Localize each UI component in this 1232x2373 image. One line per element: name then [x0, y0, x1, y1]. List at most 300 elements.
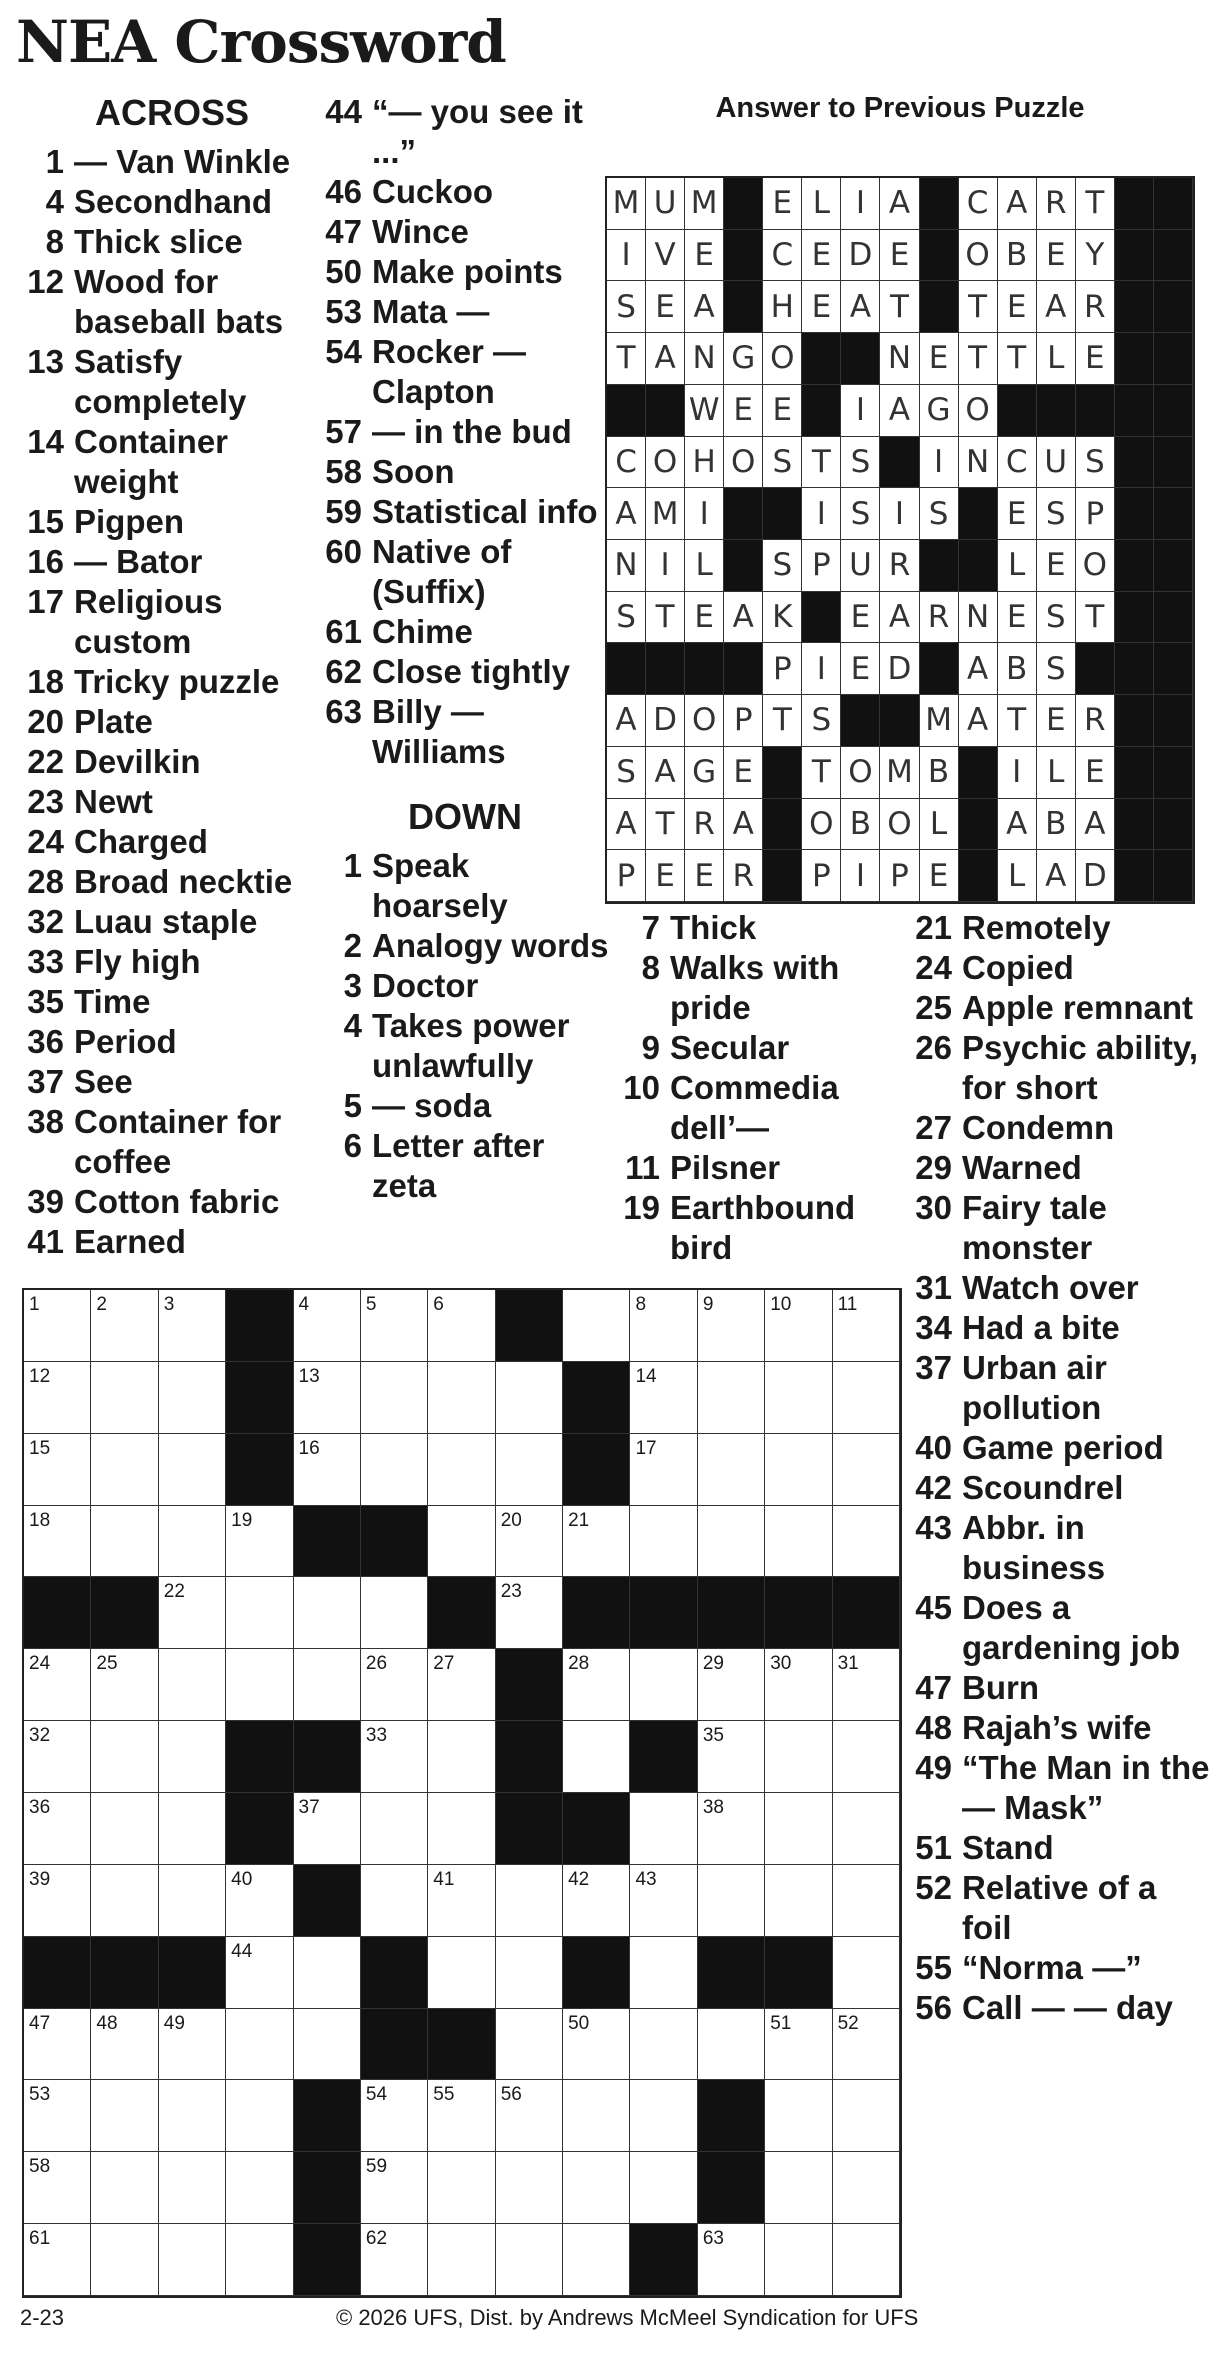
- grid-cell[interactable]: [226, 2080, 293, 2152]
- grid-cell[interactable]: [159, 1721, 226, 1793]
- grid-cell[interactable]: [496, 2152, 563, 2224]
- cell-number: 10: [770, 1294, 792, 1315]
- grid-cell[interactable]: [496, 1937, 563, 2009]
- answer-black-square: [763, 850, 802, 902]
- grid-cell[interactable]: [698, 1290, 765, 1362]
- grid-cell[interactable]: [563, 2080, 630, 2152]
- clue-text: Secular: [670, 1029, 790, 1066]
- grid-cell[interactable]: [159, 2152, 226, 2224]
- clue-number: 33: [27, 943, 64, 980]
- answer-cell: A: [998, 178, 1037, 230]
- answer-cell: I: [646, 540, 685, 592]
- answer-cell: A: [685, 281, 724, 333]
- down-clue: [618, 1148, 903, 1188]
- clue-number: 47: [325, 213, 362, 250]
- grid-cell[interactable]: [24, 1649, 91, 1721]
- answer-cell: N: [959, 437, 998, 489]
- clue-text: Cotton fabric: [74, 1183, 280, 1220]
- clue-number: 49: [915, 1749, 952, 1786]
- answer-black-square: [1115, 281, 1154, 333]
- grid-cell[interactable]: [563, 2152, 630, 2224]
- answer-cell: A: [607, 488, 646, 540]
- grid-cell[interactable]: [630, 1649, 697, 1721]
- grid-cell[interactable]: [226, 1865, 293, 1937]
- across-clue: [22, 1102, 322, 1182]
- grid-cell[interactable]: [833, 2224, 900, 2296]
- answer-cell: T: [959, 281, 998, 333]
- grid-cell[interactable]: [294, 1577, 361, 1649]
- grid-cell[interactable]: [765, 2080, 832, 2152]
- cell-number: 50: [568, 2012, 590, 2034]
- down-clue: [618, 1028, 903, 1068]
- cell-number: 38: [702, 1796, 724, 1818]
- across-clue: [320, 332, 610, 412]
- grid-cell[interactable]: [294, 1362, 361, 1434]
- grid-cell[interactable]: [765, 1649, 832, 1721]
- clue-text: Pigpen: [74, 503, 185, 540]
- grid-cell[interactable]: [159, 2009, 226, 2081]
- clue-text: Rajah’s wife: [962, 1709, 1152, 1746]
- cell-number: 2: [96, 1294, 107, 1315]
- grid-cell[interactable]: [91, 1865, 158, 1937]
- across-clue: [22, 262, 322, 342]
- clue-number: 18: [27, 663, 64, 700]
- answer-cell: I: [841, 385, 880, 437]
- clue-number: 63: [325, 693, 362, 730]
- answer-black-square: [1115, 385, 1154, 437]
- black-square: [698, 1937, 765, 2009]
- clue-text: Cuckoo: [372, 173, 494, 210]
- grid-cell[interactable]: [159, 1649, 226, 1721]
- grid-cell[interactable]: [24, 2152, 91, 2224]
- across-clue: [22, 1022, 322, 1062]
- grid-cell[interactable]: [765, 1362, 832, 1434]
- answer-black-square: [607, 643, 646, 695]
- grid-cell[interactable]: [294, 2009, 361, 2081]
- answer-black-square: [1154, 488, 1193, 540]
- down-clue: [618, 1068, 903, 1148]
- answer-black-square: [646, 643, 685, 695]
- grid-cell[interactable]: [765, 1721, 832, 1793]
- grid-cell[interactable]: [563, 2009, 630, 2081]
- grid-cell[interactable]: [428, 2080, 495, 2152]
- answer-black-square: [1154, 850, 1193, 902]
- grid-cell[interactable]: [833, 1362, 900, 1434]
- grid-cell[interactable]: [428, 1937, 495, 2009]
- grid-cell[interactable]: [496, 2224, 563, 2296]
- grid-cell[interactable]: [91, 1362, 158, 1434]
- grid-cell[interactable]: [91, 1434, 158, 1506]
- grid-cell[interactable]: [226, 1506, 293, 1578]
- grid-cell[interactable]: [361, 1290, 428, 1362]
- clue-number: 56: [915, 1989, 952, 2026]
- clue-number: 39: [27, 1183, 64, 1220]
- grid-cell[interactable]: [428, 1290, 495, 1362]
- grid-cell[interactable]: [294, 1937, 361, 2009]
- copyright: © 2026 UFS, Dist. by Andrews McMeel Syndication for UFS: [336, 2305, 919, 2330]
- clue-text: Period: [74, 1023, 177, 1060]
- grid-cell[interactable]: [698, 2009, 765, 2081]
- grid-cell[interactable]: [159, 1506, 226, 1578]
- grid-cell[interactable]: [294, 1434, 361, 1506]
- puzzle-title: NEA Crossword: [16, 8, 506, 76]
- grid-cell[interactable]: [563, 2224, 630, 2296]
- answer-cell: E: [724, 747, 763, 799]
- grid-cell[interactable]: [765, 1506, 832, 1578]
- across-clue: [320, 612, 610, 652]
- answer-cell: L: [802, 178, 841, 230]
- answer-cell: P: [607, 850, 646, 902]
- grid-cell[interactable]: [91, 1506, 158, 1578]
- grid-cell[interactable]: [361, 1793, 428, 1865]
- cell-number: 63: [702, 2228, 724, 2250]
- grid-cell[interactable]: [630, 1937, 697, 2009]
- grid-cell[interactable]: [159, 1362, 226, 1434]
- grid-cell[interactable]: [833, 2080, 900, 2152]
- answer-cell: I: [841, 850, 880, 902]
- grid-cell[interactable]: [833, 1937, 900, 2009]
- clue-number: 24: [915, 949, 952, 986]
- down-clue: [910, 1428, 1210, 1468]
- answer-cell: C: [607, 437, 646, 489]
- black-square: [361, 1937, 428, 2009]
- grid-cell[interactable]: [226, 2152, 293, 2224]
- grid-cell[interactable]: [91, 1649, 158, 1721]
- grid-cell[interactable]: [698, 1721, 765, 1793]
- grid-cell[interactable]: [496, 1434, 563, 1506]
- answer-black-square: [724, 230, 763, 282]
- grid-cell[interactable]: [361, 1649, 428, 1721]
- answer-cell: C: [998, 437, 1037, 489]
- clue-number: 26: [915, 1029, 952, 1066]
- grid-cell[interactable]: [91, 2080, 158, 2152]
- grid-cell[interactable]: [496, 1362, 563, 1434]
- answer-cell: I: [802, 488, 841, 540]
- grid-cell[interactable]: [698, 1434, 765, 1506]
- answer-cell: A: [1037, 281, 1076, 333]
- grid-cell[interactable]: [159, 2224, 226, 2296]
- grid-cell[interactable]: [226, 1649, 293, 1721]
- clue-number: 25: [915, 989, 952, 1026]
- grid-cell[interactable]: [226, 1937, 293, 2009]
- answer-cell: B: [1037, 799, 1076, 851]
- black-square: [294, 2224, 361, 2296]
- grid-cell[interactable]: [91, 1290, 158, 1362]
- answer-cell: O: [1076, 540, 1115, 592]
- cell-number: 19: [231, 1509, 253, 1531]
- grid-cell[interactable]: [361, 1865, 428, 1937]
- grid-cell[interactable]: [630, 2080, 697, 2152]
- grid-cell[interactable]: [698, 1362, 765, 1434]
- answer-cell: I: [998, 747, 1037, 799]
- answer-cell: T: [802, 747, 841, 799]
- grid-cell[interactable]: [91, 1793, 158, 1865]
- grid-cell[interactable]: [91, 2224, 158, 2296]
- clue-text: “The Man in the — Mask”: [962, 1749, 1210, 1826]
- across-clue: [22, 782, 322, 822]
- grid-cell[interactable]: [765, 2224, 832, 2296]
- answer-black-square: [763, 747, 802, 799]
- grid-cell[interactable]: [361, 1577, 428, 1649]
- grid-cell[interactable]: [833, 1649, 900, 1721]
- grid-cell[interactable]: [630, 2009, 697, 2081]
- grid-cell[interactable]: [226, 1577, 293, 1649]
- across-clue-list: [22, 142, 322, 1262]
- across-clue: [22, 822, 322, 862]
- down-clue: [618, 948, 903, 1028]
- grid-cell[interactable]: [496, 1577, 563, 1649]
- clue-number: 6: [343, 1127, 362, 1164]
- answer-cell: O: [685, 695, 724, 747]
- cell-number: 14: [635, 1365, 657, 1387]
- grid-cell[interactable]: [833, 2009, 900, 2081]
- grid-cell[interactable]: [833, 2152, 900, 2224]
- grid-cell[interactable]: [24, 1362, 91, 1434]
- cell-number: 58: [29, 2156, 51, 2178]
- grid-cell[interactable]: [24, 1434, 91, 1506]
- answer-cell: L: [685, 540, 724, 592]
- answer-black-square: [802, 592, 841, 644]
- answer-black-square: [724, 178, 763, 230]
- answer-cell: H: [763, 281, 802, 333]
- clue-number: 2: [343, 927, 362, 964]
- grid-cell[interactable]: [833, 1793, 900, 1865]
- grid-cell[interactable]: [361, 2152, 428, 2224]
- grid-cell[interactable]: [765, 1865, 832, 1937]
- clue-number: 1: [343, 847, 362, 884]
- grid-cell[interactable]: [428, 1865, 495, 1937]
- black-square: [765, 1577, 832, 1649]
- grid-cell[interactable]: [765, 1793, 832, 1865]
- answer-black-square: [763, 488, 802, 540]
- grid-cell[interactable]: [698, 1506, 765, 1578]
- grid-cell[interactable]: [563, 1865, 630, 1937]
- grid-cell[interactable]: [428, 2152, 495, 2224]
- across-clue: [320, 412, 610, 452]
- clue-text: Statistical info: [372, 493, 598, 530]
- grid-cell[interactable]: [833, 1434, 900, 1506]
- down-clue: [320, 926, 610, 966]
- grid-cell[interactable]: [833, 1721, 900, 1793]
- grid-cell[interactable]: [361, 2224, 428, 2296]
- grid-cell[interactable]: [428, 1506, 495, 1578]
- grid-cell[interactable]: [294, 1649, 361, 1721]
- grid-cell[interactable]: [91, 2009, 158, 2081]
- answer-black-square: [802, 333, 841, 385]
- grid-cell[interactable]: [630, 2152, 697, 2224]
- grid-cell[interactable]: [24, 2080, 91, 2152]
- answer-cell: A: [880, 592, 919, 644]
- grid-cell[interactable]: [24, 1793, 91, 1865]
- answer-cell: A: [880, 385, 919, 437]
- answer-cell: M: [920, 695, 959, 747]
- grid-cell[interactable]: [630, 1434, 697, 1506]
- crossword-grid: [22, 1288, 902, 2298]
- answer-black-square: [1154, 281, 1193, 333]
- cell-number: 49: [163, 2012, 185, 2034]
- grid-cell[interactable]: [833, 1506, 900, 1578]
- clue-number: 21: [915, 909, 952, 946]
- cell-number: 16: [298, 1437, 320, 1459]
- answer-black-square: [1154, 695, 1193, 747]
- black-square: [563, 1362, 630, 1434]
- clue-number: 61: [325, 613, 362, 650]
- answer-cell: E: [880, 230, 919, 282]
- answer-black-square: [1154, 333, 1193, 385]
- across-clue: [22, 582, 322, 662]
- grid-cell[interactable]: [563, 1290, 630, 1362]
- answer-cell: A: [1037, 850, 1076, 902]
- answer-cell: E: [802, 230, 841, 282]
- grid-cell[interactable]: [159, 1577, 226, 1649]
- clue-number: 28: [27, 863, 64, 900]
- grid-cell[interactable]: [24, 1865, 91, 1937]
- across-clue: [320, 172, 610, 212]
- clue-text: Condemn: [962, 1109, 1115, 1146]
- answer-cell: S: [1037, 488, 1076, 540]
- answer-cell: I: [841, 178, 880, 230]
- clue-number: 27: [915, 1109, 952, 1146]
- cell-number: 33: [365, 1725, 388, 1747]
- clue-number: 13: [27, 343, 64, 380]
- grid-cell[interactable]: [294, 1290, 361, 1362]
- cell-number: 62: [365, 2228, 388, 2250]
- grid-cell[interactable]: [698, 1865, 765, 1937]
- clue-text: Charged: [74, 823, 208, 860]
- clue-text: Earthbound bird: [670, 1189, 856, 1266]
- answer-black-square: [607, 385, 646, 437]
- grid-cell[interactable]: [294, 1793, 361, 1865]
- grid-cell[interactable]: [361, 1362, 428, 1434]
- clue-text: — soda: [372, 1087, 492, 1124]
- grid-cell[interactable]: [428, 2224, 495, 2296]
- answer-cell: E: [802, 281, 841, 333]
- grid-cell[interactable]: [159, 2080, 226, 2152]
- grid-cell[interactable]: [361, 1434, 428, 1506]
- down-clue: [910, 1468, 1210, 1508]
- across-clue: [22, 902, 322, 942]
- cell-number: 24: [29, 1653, 51, 1675]
- grid-cell[interactable]: [765, 2152, 832, 2224]
- answer-cell: N: [880, 333, 919, 385]
- answer-cell: O: [959, 385, 998, 437]
- grid-cell[interactable]: [361, 2080, 428, 2152]
- clue-text: Secondhand: [74, 183, 273, 220]
- clue-text: Close tightly: [372, 653, 571, 690]
- answer-cell: M: [607, 178, 646, 230]
- grid-cell[interactable]: [833, 1865, 900, 1937]
- across-clue: [22, 182, 322, 222]
- answer-cell: T: [1076, 592, 1115, 644]
- grid-cell[interactable]: [765, 1434, 832, 1506]
- grid-cell[interactable]: [428, 1362, 495, 1434]
- clue-number: 45: [915, 1589, 952, 1626]
- cell-number: 35: [702, 1725, 724, 1747]
- answer-black-square: [880, 437, 919, 489]
- grid-cell[interactable]: [226, 2224, 293, 2296]
- grid-cell[interactable]: [24, 2009, 91, 2081]
- grid-cell[interactable]: [563, 1506, 630, 1578]
- grid-cell[interactable]: [226, 2009, 293, 2081]
- answer-cell: R: [685, 799, 724, 851]
- clue-text: Watch over: [962, 1269, 1139, 1306]
- answer-cell: E: [920, 333, 959, 385]
- clue-text: Native of (Suffix): [372, 533, 512, 610]
- grid-cell[interactable]: [630, 1793, 697, 1865]
- grid-cell[interactable]: [496, 1506, 563, 1578]
- grid-cell[interactable]: [159, 1434, 226, 1506]
- grid-cell[interactable]: [765, 1290, 832, 1362]
- answer-cell: R: [1076, 281, 1115, 333]
- grid-cell[interactable]: [24, 1290, 91, 1362]
- black-square: [496, 1290, 563, 1362]
- cell-number: 44: [231, 1940, 253, 1962]
- grid-cell[interactable]: [24, 2224, 91, 2296]
- answer-cell: R: [920, 592, 959, 644]
- clue-text: Chime: [372, 613, 473, 650]
- answer-black-square: [1115, 488, 1154, 540]
- clue-number: 14: [27, 423, 64, 460]
- grid-cell[interactable]: [428, 1649, 495, 1721]
- answer-cell: W: [685, 385, 724, 437]
- clue-text: Burn: [962, 1669, 1039, 1706]
- cell-number: 32: [29, 1725, 51, 1747]
- black-square: [226, 1362, 293, 1434]
- grid-cell[interactable]: [698, 1793, 765, 1865]
- grid-cell[interactable]: [630, 1290, 697, 1362]
- answer-cell: G: [685, 747, 724, 799]
- grid-cell[interactable]: [159, 1865, 226, 1937]
- grid-cell[interactable]: [630, 1865, 697, 1937]
- clue-number: 37: [915, 1349, 952, 1386]
- grid-cell[interactable]: [630, 1506, 697, 1578]
- grid-cell[interactable]: [563, 1721, 630, 1793]
- answer-cell: C: [959, 178, 998, 230]
- answer-cell: I: [802, 643, 841, 695]
- clue-number: 1: [45, 143, 64, 180]
- across-clue: [22, 942, 322, 982]
- grid-cell[interactable]: [159, 1793, 226, 1865]
- grid-cell[interactable]: [563, 1649, 630, 1721]
- grid-cell[interactable]: [496, 1865, 563, 1937]
- down-clue: [910, 1868, 1210, 1948]
- grid-cell[interactable]: [428, 1793, 495, 1865]
- grid-cell[interactable]: [24, 1721, 91, 1793]
- grid-cell[interactable]: [698, 1649, 765, 1721]
- grid-cell[interactable]: [630, 1362, 697, 1434]
- grid-cell[interactable]: [765, 2009, 832, 2081]
- grid-cell[interactable]: [496, 2080, 563, 2152]
- down-clue: [910, 1108, 1210, 1148]
- grid-cell[interactable]: [496, 2009, 563, 2081]
- grid-cell[interactable]: [833, 1290, 900, 1362]
- black-square: [630, 1721, 697, 1793]
- grid-cell[interactable]: [428, 1434, 495, 1506]
- grid-cell[interactable]: [91, 1721, 158, 1793]
- grid-cell[interactable]: [24, 1506, 91, 1578]
- clue-text: Time: [74, 983, 151, 1020]
- grid-cell[interactable]: [428, 1721, 495, 1793]
- grid-cell[interactable]: [698, 2224, 765, 2296]
- grid-cell[interactable]: [159, 1290, 226, 1362]
- answer-black-square: [1115, 747, 1154, 799]
- cell-number: 28: [568, 1653, 590, 1675]
- grid-cell[interactable]: [91, 2152, 158, 2224]
- grid-cell[interactable]: [361, 1721, 428, 1793]
- clue-number: 8: [641, 949, 660, 986]
- clue-number: 8: [45, 223, 64, 260]
- clue-text: See: [74, 1063, 133, 1100]
